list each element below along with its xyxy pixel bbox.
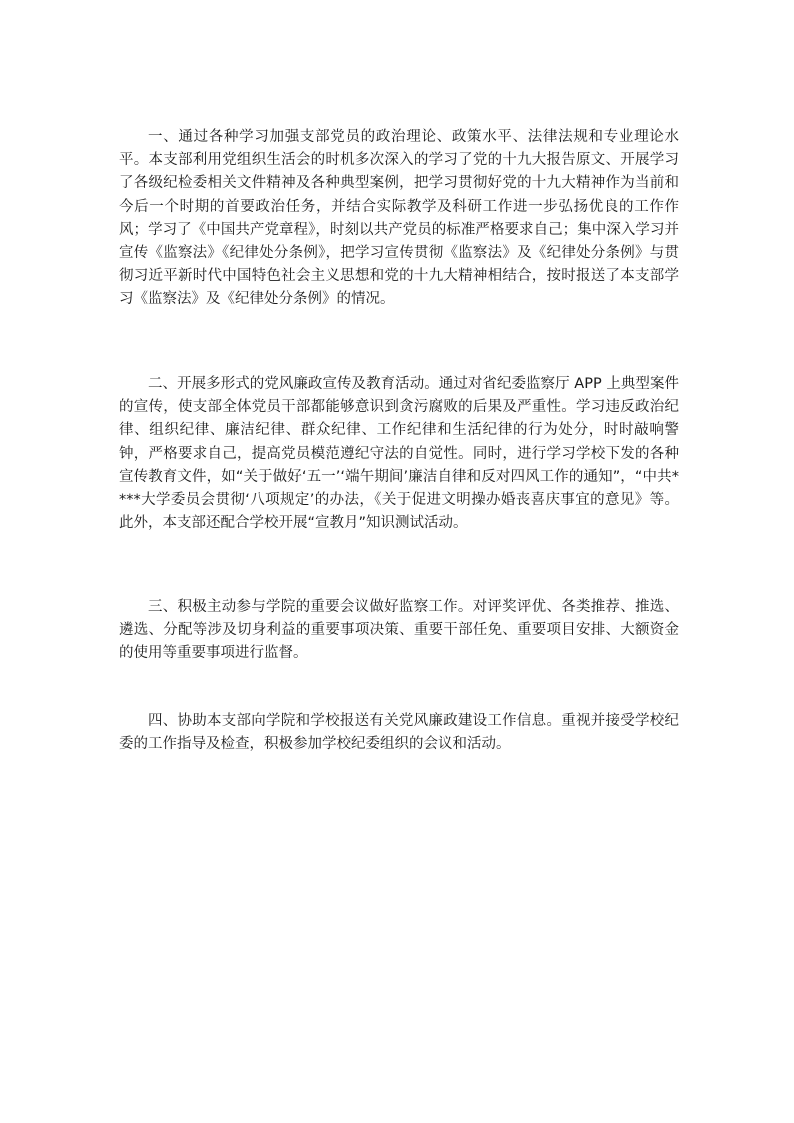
paragraph-1: 一、通过各种学习加强支部党员的政治理论、政策水平、法律法规和专业理论水平。本支部利用党组织生活会的时机多次深入的学习了党的十九大报告原文、开展学习了各级纪检委相关文件精神及各种典型案例，把学习贯彻好党的十九大精神作为当前和今后一个时期的首要政治任务，并结合实际教学及科研工作进一步弘扬优良的工作作风；学习了《中国共产党章程》，时刻以共产党员的标准严格要求自己；集中深入学习并宣传《监察法》《纪律处分条例》，把学习宣传贯彻《监察法》及《纪律处分条例》与贯彻习近平新时代中国特色社会主义思想和党的十九大精神相结合，按时报送了本支部学习《监察法》及《纪律处分条例》的情况。 <box>119 129 679 308</box>
paragraph-2: 二、开展多形式的党风廉政宣传及教育活动。通过对省纪委监察厅 APP 上典型案件的宣传，使支部全体党员干部都能够意识到贪污腐败的后果及严重性。学习违反政治纪律、组织纪律、廉洁纪律、群众纪律、工作纪律和生活纪律的行为处分，时时敲响警钟，严格要求自己，提高党员模范遵纪守法的自觉性。同时，进行学习学校下发的各种宣传教育文件，如“关于做好‘五一’‘端午期间’廉洁自律和反对四风工作的通知”，“中共****大学委员会贯彻‘八项规定’的办法，《关于促进文明操办婚丧喜庆事宜的意见》等。此外，本支部还配合学校开展“宣教月”知识测试活动。 <box>119 376 679 532</box>
paragraph-3: 三、积极主动参与学院的重要会议做好监察工作。对评奖评优、各类推荐、推选、遴选、分配等涉及切身利益的重要事项决策、重要干部任免、重要项目安排、大额资金的使用等重要事项进行监督。 <box>119 599 679 662</box>
paragraph-4: 四、协助本支部向学院和学校报送有关党风廉政建设工作信息。重视并接受学校纪委的工作指导及检查，积极参加学校纪委组织的会议和活动。 <box>119 713 679 753</box>
